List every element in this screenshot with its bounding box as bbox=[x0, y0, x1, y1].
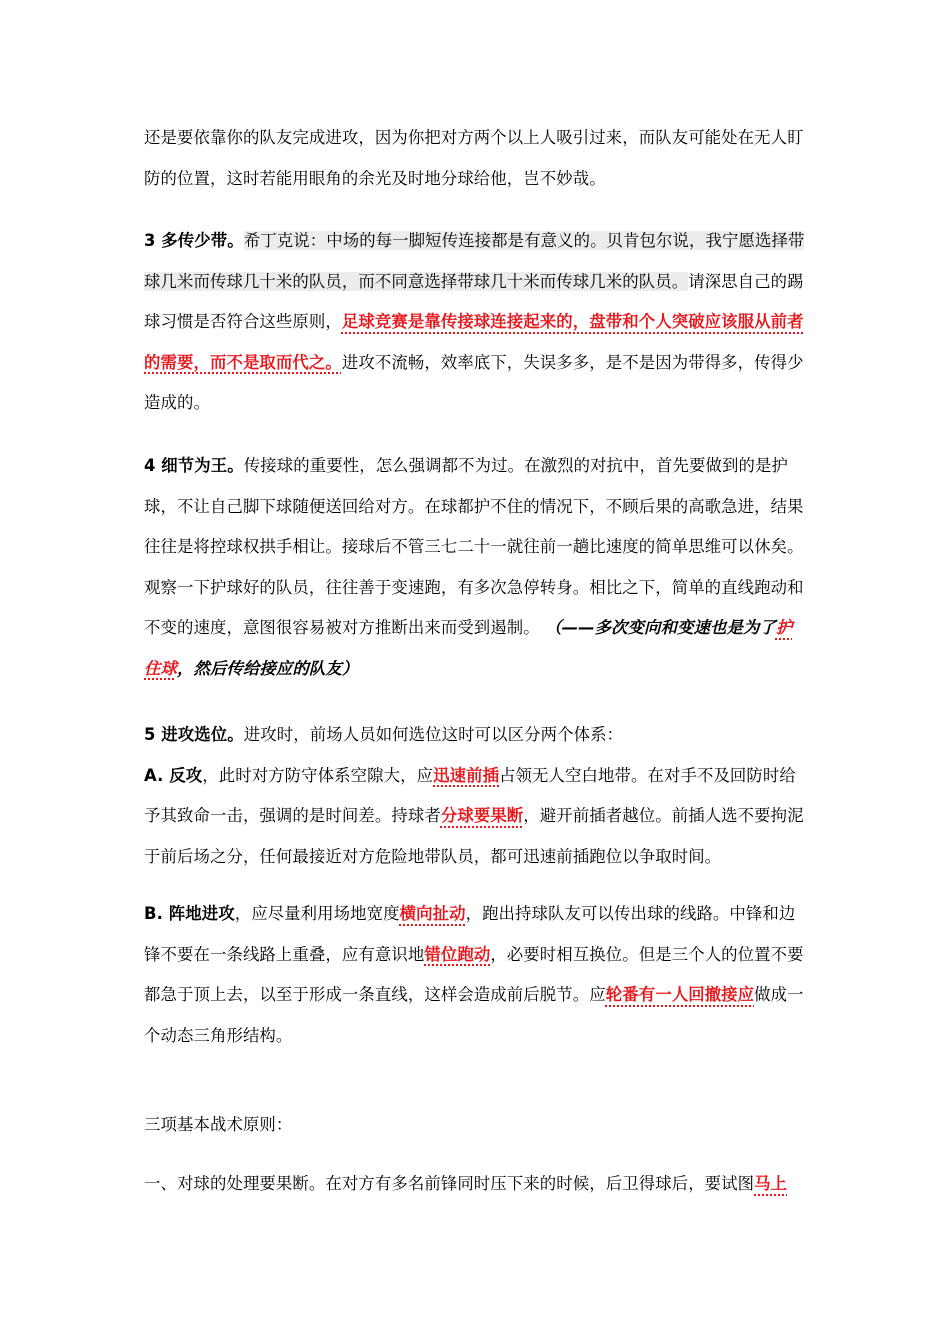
body-text: ，应尽量利用场地宽度 bbox=[234, 904, 400, 923]
highlighted-text: 分球要果断 bbox=[440, 806, 524, 825]
body-text: 请深思自己的踢球习惯是否符合这些原则， bbox=[144, 271, 804, 331]
paragraph-pass-to-teammate bbox=[144, 118, 808, 199]
body-text: 三项基本战术原则： bbox=[144, 1115, 293, 1134]
subsection-label: A. 反攻 bbox=[144, 765, 203, 785]
highlighted-text: 迅速前插 bbox=[433, 765, 500, 785]
body-text: 占领无人空白地带。在对手不及回防时给予其致命一击，强调的是时间差。持球者 bbox=[144, 765, 796, 825]
body-text: 进攻时，前场人员如何选位这时可以区分两个体系： bbox=[243, 725, 624, 744]
body-text: 一、对球的处理要果断。在对方有多名前锋同时压下来的时候，后卫得球后，要试图 bbox=[144, 1174, 755, 1193]
highlighted-text: 错位跑动 bbox=[424, 944, 491, 964]
section-heading: 5 进攻选位。 bbox=[144, 725, 244, 744]
quote-text: 希丁克说：中场的每一脚短传连接都是有意义的。贝肯包尔说，我宁愿选择带球几米而传球几十米的队员，而不同意选择带球几十米而传球几米的队员。 bbox=[144, 231, 805, 291]
body-text: 传接球的重要性，怎么强调都不为过。在激烈的对抗中，首先要做到的是护球，不让自己脚下球随便送回给对方。在球都护不住的情况下，不顾后果的高歌急进，结果往往是将控球权拱手相让。接球后不管三七二十一就往前一趟比速度的简单思维可以休矣。观察一下护球好的队员，往往善于变速跑，有多次急停转身。相比之下，简单的直线跑动和不变的速度，意图很容易被对方推断出来而受到遏制。 bbox=[144, 456, 804, 637]
body-text: ，跑出持球队友可以传出球的线路。中锋和边锋不要在一条线路上重叠，应有意识地 bbox=[144, 904, 796, 964]
subsection-label: B. 阵地进攻 bbox=[144, 904, 235, 923]
paragraph-positional-attack bbox=[144, 894, 808, 1056]
body-text: ，此时对方防守体系空隙大，应 bbox=[202, 765, 434, 785]
body-text: ，避开前插者越位。前插人选不要拘泥于前后场之分，任何最接近对方危险地带队员，都可迅速前插跑位以争取时间。 bbox=[144, 806, 804, 866]
section-heading: 3 多传少带。 bbox=[144, 231, 244, 250]
section-heading: 4 细节为王。 bbox=[144, 456, 244, 475]
paragraph-tactics-title bbox=[144, 1105, 808, 1146]
paragraph-attack-positioning bbox=[144, 715, 808, 877]
body-text: ，必要时相互换位。但是三个人的位置不要都急于顶上去，以至于形成一条直线，这样会造成前后脱节。应 bbox=[144, 944, 804, 1004]
paragraph-pass-more bbox=[144, 221, 808, 424]
body-text: 做成一个动态三角形结构。 bbox=[144, 985, 804, 1045]
highlighted-text: 轮番有一人回撤接应 bbox=[605, 985, 755, 1004]
highlighted-text: 护住球 bbox=[144, 618, 793, 678]
body-text: 进攻不流畅，效率底下，失误多多，是不是因为带得多，传得少造成的。 bbox=[144, 352, 804, 412]
highlighted-text: 足球竞赛是靠传接球连接起来的，盘带和个人突破应该服从前者的需要，而不是取而代之。 bbox=[144, 312, 804, 372]
paragraph-tactic-one bbox=[144, 1164, 808, 1205]
body-text: 还是要依靠你的队友完成进攻，因为你把对方两个以上人吸引过来，而队友可能处在无人盯防的位置，这时若能用眼角的余光及时地分球给他，岂不妙哉。 bbox=[144, 128, 804, 188]
paragraph-details bbox=[144, 446, 808, 689]
highlighted-text: 横向扯动 bbox=[399, 904, 466, 923]
italic-note: ，然后传给接应的队友） bbox=[176, 658, 359, 678]
highlighted-text: 马上 bbox=[754, 1174, 788, 1193]
italic-note: （——多次变向和变速也是为了 bbox=[545, 618, 776, 637]
